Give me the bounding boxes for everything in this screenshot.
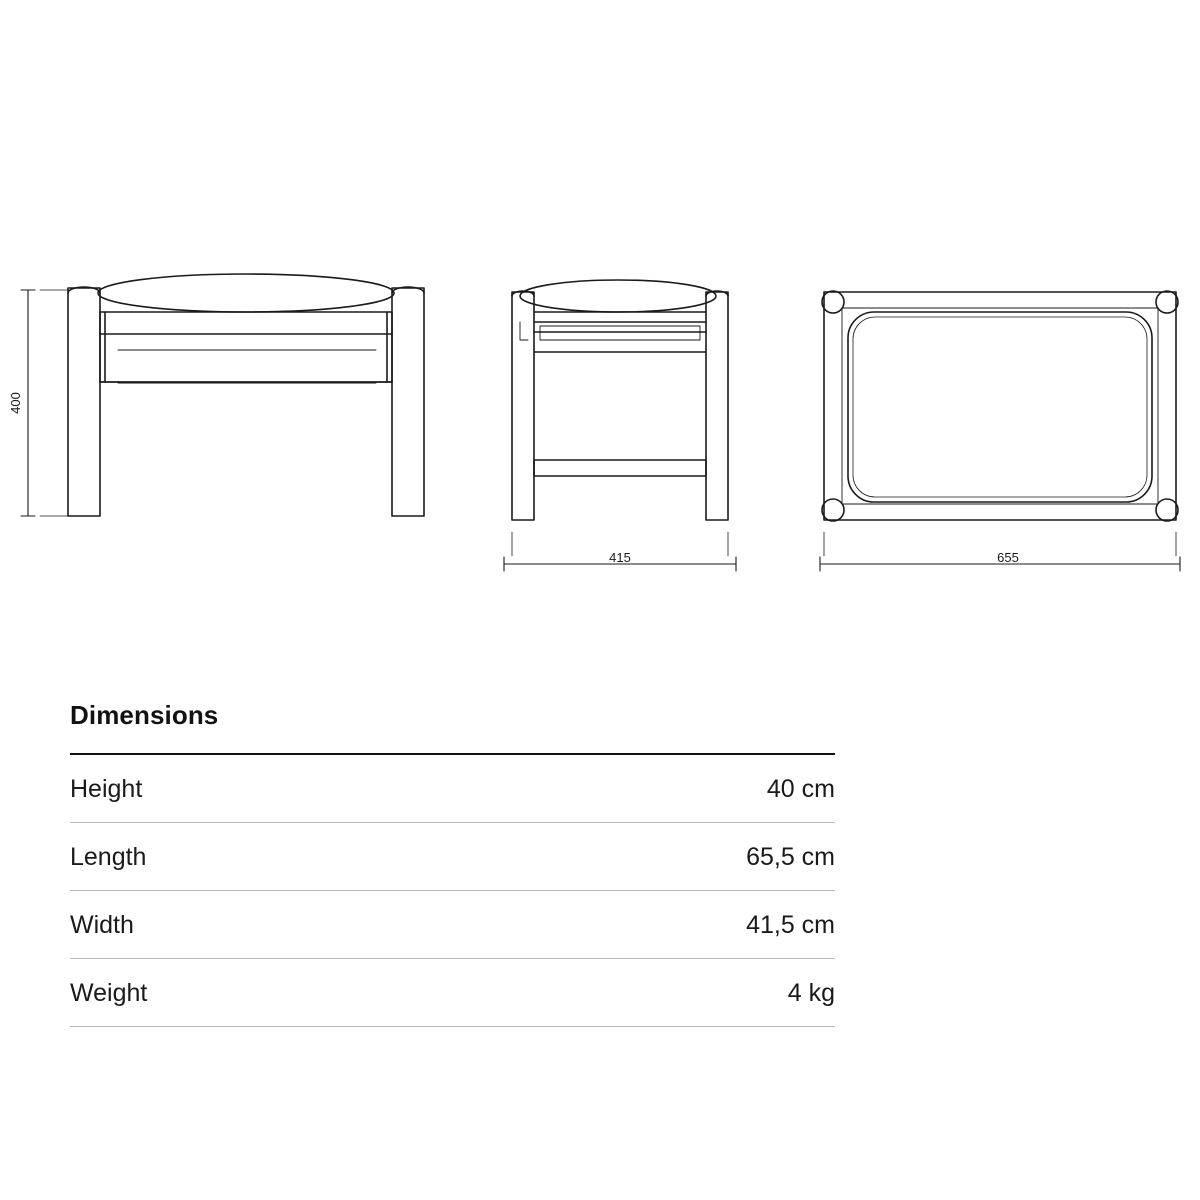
side-bracket-left: [520, 322, 528, 340]
plan-cushion-seam: [853, 317, 1147, 497]
side-right-leg-cap: [706, 291, 728, 296]
front-seat-top-ellipse: [98, 274, 394, 312]
table-row: [70, 754, 835, 823]
plan-leg-bottom-left: [822, 499, 844, 521]
plan-outer-frame: [824, 292, 1176, 520]
dimension-value-cell: 40 cm: [453, 754, 836, 823]
side-left-leg: [512, 292, 534, 520]
plan-leg-top-right: [1156, 291, 1178, 313]
side-right-leg: [706, 292, 728, 520]
table-row: [70, 959, 835, 1027]
side-seat-top-ellipse: [520, 280, 716, 312]
dimension-label-cell: Weight: [70, 959, 453, 1027]
front-right-leg: [392, 288, 424, 516]
dimension-label-cell: Width: [70, 891, 453, 959]
dimension-value-cell: 41,5 cm: [453, 891, 836, 959]
table-row: [70, 891, 835, 959]
side-stretcher: [534, 460, 706, 476]
front-cushion-lower: [100, 334, 392, 382]
side-left-leg-cap: [512, 291, 534, 296]
dimension-label-cell: Height: [70, 754, 453, 823]
table-row: [70, 823, 835, 891]
dimensions-section: [70, 700, 835, 1027]
dimension-value-cell: 65,5 cm: [453, 823, 836, 891]
dimension-label-cell: Length: [70, 823, 453, 891]
side-elevation-view: [512, 280, 728, 520]
dimension-height-400: [21, 290, 68, 516]
plan-leg-top-left: [822, 291, 844, 313]
dimension-value-cell: 4 kg: [453, 959, 836, 1027]
plan-inner-frame: [842, 308, 1158, 504]
top-plan-view: [822, 291, 1178, 521]
dimension-label-height: 400: [8, 392, 23, 414]
side-cushion-edge: [540, 326, 700, 340]
dimensions-title: Dimensions: [70, 700, 219, 730]
dimensions-table: [70, 753, 835, 1027]
front-elevation-view: [68, 274, 424, 516]
plan-leg-bottom-right: [1156, 499, 1178, 521]
front-seat-rail: [100, 312, 392, 334]
front-left-leg: [68, 288, 100, 516]
dimension-label-width: 415: [609, 550, 631, 565]
plan-cushion: [848, 312, 1152, 502]
dimension-label-length: 655: [997, 550, 1019, 565]
